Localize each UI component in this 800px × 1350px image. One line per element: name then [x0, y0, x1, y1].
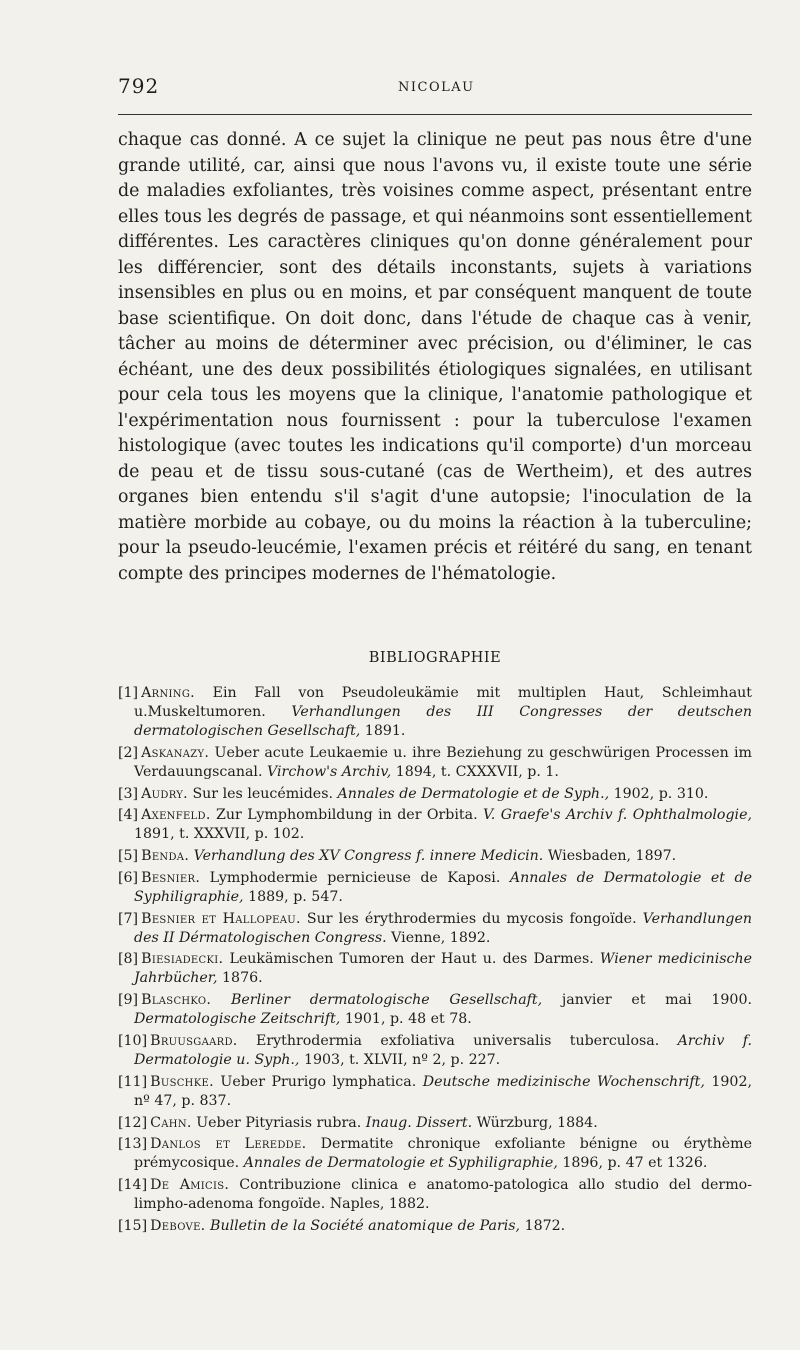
entry-text: 1902, nº 47, p. 837. [134, 1073, 752, 1109]
bibliography-entry [118, 950, 752, 988]
entry-number: [1] [118, 685, 139, 701]
entry-text: 1891, t. XXXVII, p. 102. [134, 826, 305, 843]
entry-author: De Amicis. [150, 1176, 230, 1193]
entry-author: Audry. [141, 785, 188, 802]
entry-title: Verhandlungen des II Dérmatologischen Congress. [134, 910, 753, 946]
entry-text [211, 992, 231, 1008]
entry-author: Biesiadecki. [141, 951, 224, 968]
entry-text: Lymphodermie pernicieuse de Kaposi. [200, 869, 510, 886]
entry-text: Contribuzione clinica e anatomo-patologica allo studio del dermo-limpho-adenoma fongoïde. Naples, 1882. [134, 1176, 752, 1213]
bibliography-entry [118, 1114, 752, 1133]
entry-author: Bruusgaard. [150, 1032, 238, 1049]
entry-title: Archiv f. Dermatologie u. Syph., [134, 1032, 752, 1069]
entry-author: Cahn. [150, 1114, 192, 1131]
entry-title: Virchow's Archiv, [267, 763, 392, 780]
bibliography-entry [118, 744, 752, 782]
bibliography-heading: BIBLIOGRAPHIE [368, 650, 502, 666]
entry-author: Danlos et Leredde. [150, 1136, 307, 1153]
entry-text: Zur Lymphombildung in der Orbita. [210, 807, 484, 824]
entry-number: [12] [118, 1114, 148, 1131]
entry-title: Inaug. Dissert. [365, 1114, 473, 1131]
entry-text: Ueber Prurigo lymphatica. [213, 1073, 423, 1090]
page-number: 792 [118, 74, 160, 98]
bibliography-entry [118, 1176, 752, 1214]
entry-title: Wiener medicinische Jahrbücher, [134, 951, 752, 987]
bibliography-entry [118, 1135, 752, 1173]
entry-number: [2] [118, 744, 139, 761]
page-header [118, 74, 752, 104]
bibliography-entry [118, 806, 752, 844]
entry-number: [7] [118, 910, 139, 927]
entry-author: Besnier. [141, 869, 201, 886]
entry-title: Berliner dermatologische Gesellschaft, [230, 992, 543, 1009]
bibliography-entry [118, 1032, 752, 1070]
entry-text: 1901, p. 48 et 78. [340, 1011, 472, 1028]
entry-text: 1872. [520, 1217, 566, 1234]
entry-text: 1894, t. CXXXVII, p. 1. [391, 763, 559, 780]
entry-text: 1896, p. 47 et 1326. [557, 1155, 708, 1172]
entry-number: [14] [118, 1176, 148, 1193]
entry-text: 1891. [360, 723, 406, 740]
bibliography-entry [118, 785, 752, 804]
entry-text: Sur les leucémides. [187, 785, 338, 802]
entry-title: Deutsche medizinische Wochenschrift, [422, 1073, 705, 1090]
entry-author: Askanazy. [141, 744, 210, 761]
entry-author: Axenfeld. [141, 807, 211, 824]
bibliography-entry [118, 1217, 752, 1236]
entry-number: [9] [118, 992, 139, 1009]
bibliography-entry [118, 910, 752, 948]
entry-author: Blaschko. [141, 992, 212, 1009]
entry-text: Ueber acute Leukaemie u. ihre Beziehung zu geschwürigen Processen im Verdauungscanal. [134, 744, 752, 780]
entry-text: Ueber Pityriasis rubra. [191, 1114, 366, 1131]
bibliography-entry [118, 869, 752, 907]
entry-title: V. Graefe's Archiv f. Ophthalmologie, [483, 807, 752, 824]
entry-text: Ein Fall von Pseudoleukämie mit multiplen Haut, Schleimhaut u.Muskeltumoren. [134, 685, 752, 721]
entry-text: Dermatite chronique exfoliante bénigne ou érythème prémycosique. [134, 1136, 752, 1172]
entry-text: Sur les érythrodermies du mycosis fongoïde. [300, 910, 643, 927]
entry-text: Wiesbaden, 1897. [543, 848, 677, 865]
entry-text: Vienne, 1892. [386, 929, 491, 946]
bibliography-entry [118, 847, 752, 866]
entry-author: Debove. [150, 1217, 206, 1234]
entry-title: Annales de Dermatologie et de Syph., [337, 785, 610, 802]
entry-text: 1889, p. 547. [243, 888, 343, 905]
body-paragraph: chaque cas donné. A ce sujet la clinique ne peut pas nous être d'une grande utilité, car, ainsi que nous l'avons vu, il existe toute une série de maladies exfoliantes, très voisines comme aspect, présentant entre elles tous les degrés de passage, et qui néanmoins sont essentiellement différentes. Les caractères cliniques qu'on donne généralement pour les différencier, sont des détails inconstants, sujets à variations insensibles en plus ou en moins, et par conséquent manquent de toute base scientifique. On doit donc, dans l'étude de chaque cas à venir, tâcher au moins de déterminer avec précision, ou d'éliminer, le cas échéant, une des deux possibilités étiologiques signalées, en utilisant pour cela tous les moyens que la clinique, l'anatomie pathologique et l'expérimentation nous fournissent : pour la tuberculose l'examen histologique (avec toutes les indications qu'il comporte) d'un morceau de peau et de tissu sous-cutané (cas de Wertheim), et des autres organes bien entendu s'il s'agit d'une autopsie; l'inoculation de la matière morbide au cobaye, ou du moins la réaction à la tuberculine; pour la pseudo-leucémie, l'examen précis et réitéré du sang, en tenant compte des principes modernes de l'hématologie. [118, 130, 752, 584]
bibliography-entry [118, 1073, 752, 1111]
header-rule [118, 114, 752, 115]
entry-text: Erythrodermia exfoliativa universalis tuberculosa. [237, 1032, 678, 1049]
entry-text: Würzburg, 1884. [472, 1114, 598, 1131]
entry-number: [15] [118, 1217, 148, 1234]
entry-title: Verhandlungen des III Congresses der deutschen dermatologischen Gesellschaft, [134, 704, 752, 740]
entry-number: [6] [118, 869, 139, 886]
entry-number: [8] [118, 951, 139, 968]
entry-number: [4] [118, 807, 139, 824]
bibliography-list [118, 684, 752, 1238]
bibliography-entry [118, 991, 752, 1029]
entry-title: Annales de Dermatologie et de Syphiligraphie, [134, 869, 752, 905]
entry-author: Besnier et Hallopeau. [141, 910, 301, 927]
entry-author: Buschke. [150, 1073, 214, 1090]
entry-text: janvier et mai 1900. [542, 992, 752, 1009]
entry-title: Verhandlung des XV Congress f. innere Medicin. [193, 848, 544, 865]
entry-author: Arning. [141, 685, 195, 701]
bibliography-entry [118, 684, 752, 741]
entry-number: [5] [118, 848, 139, 865]
entry-number: [13] [118, 1136, 148, 1153]
entry-number: [3] [118, 785, 139, 802]
entry-text: 1876. [217, 970, 263, 987]
entry-text: 1902, p. 310. [609, 785, 709, 802]
entry-text: Leukämischen Tumoren der Haut u. des Darmes. [223, 951, 600, 968]
entry-title: Bulletin de la Société anatomique de Paris, [210, 1217, 521, 1234]
entry-number: [11] [118, 1073, 148, 1090]
entry-title: Dermatologische Zeitschrift, [134, 1011, 341, 1028]
entry-text: 1903, t. XLVII, nº 2, p. 227. [299, 1052, 501, 1069]
entry-title: Annales de Dermatologie et Syphiligraphie, [243, 1155, 558, 1172]
running-title: NICOLAU [398, 80, 475, 95]
entry-author: Benda. [141, 848, 190, 865]
entry-number: [10] [118, 1032, 148, 1049]
